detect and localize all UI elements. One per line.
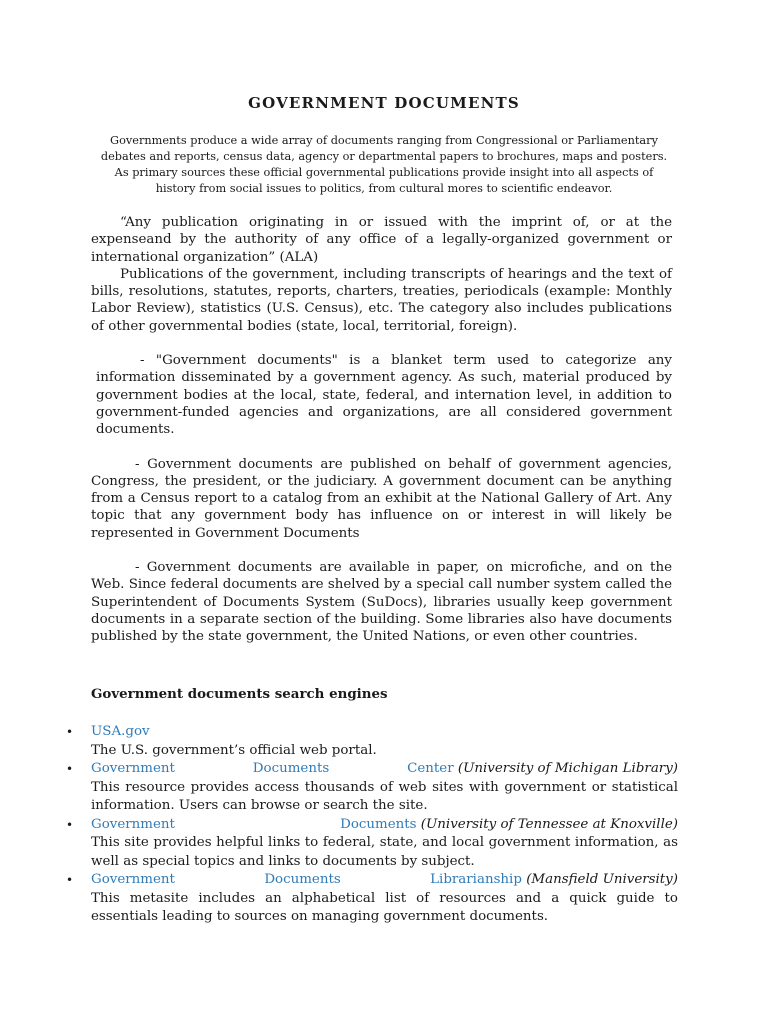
government-documents-center-link[interactable]: Center bbox=[407, 761, 454, 776]
ala-definition-quote: “Any publication originating in or issued with the imprint of, or at the expenseand by the authority of any office of a legally-organized government or international organization” (ALA) bbox=[91, 215, 672, 265]
government-documents-librarianship-link[interactable]: Documents bbox=[264, 872, 341, 887]
resource-headline bbox=[91, 723, 678, 742]
list-item bbox=[0, 871, 678, 927]
government-documents-librarianship-link[interactable]: Government bbox=[91, 872, 175, 887]
resource-description: The U.S. government’s official web portal. bbox=[91, 742, 377, 758]
resource-institution: (Mansfield University) bbox=[526, 872, 678, 887]
intro-paragraph: Governments produce a wide array of documents ranging from Congressional or Parliamentary debates and reports, census data, agency or departmental papers to brochures, maps and posters. As primary sources these official governmental publications provide insight into all aspects of history from social issues to politics, from cultural mores to scientific endeavor. bbox=[100, 134, 668, 195]
resource-headline bbox=[91, 871, 678, 890]
bullet-icon: • bbox=[66, 873, 74, 887]
search-engines-heading: Government documents search engines bbox=[91, 686, 388, 702]
resource-description: This site provides helpful links to federal, state, and local government information, as well as special topics and links to documents by subject. bbox=[91, 835, 678, 869]
bullet-icon: • bbox=[66, 725, 74, 739]
government-documents-librarianship-link[interactable]: Librarianship bbox=[430, 872, 522, 887]
government-documents-link[interactable]: Documents bbox=[340, 816, 417, 832]
resource-list bbox=[0, 723, 768, 927]
list-item bbox=[0, 760, 678, 816]
bullet-icon: • bbox=[66, 762, 74, 776]
list-item bbox=[0, 723, 678, 760]
published-on-behalf-paragraph: - Government documents are published on behalf of government agencies, Congress, the president, or the judiciary. A government document can be anything from a Census report to a catalog from an exhibit at the National Gallery of Art. Any topic that any government body has influence on or interest in will likely be represented in Government Documents bbox=[91, 456, 672, 541]
list-item bbox=[0, 816, 678, 872]
government-documents-link[interactable]: Government bbox=[91, 816, 175, 832]
body-text bbox=[91, 214, 672, 646]
resource-description: This resource provides access thousands of web sites with government or statistical information. Users can browse or search the site. bbox=[91, 779, 678, 813]
availability-paragraph: - Government documents are available in paper, on microfiche, and on the Web. Since federal documents are shelved by a special call number system called the Superintendent of Documents System (SuDocs), libraries usually keep government documents in a separate section of the building. Some libraries also have documents published by the state government, the United Nations, or even other countries. bbox=[91, 560, 672, 645]
resource-institution: (University of Michigan Library) bbox=[457, 761, 678, 776]
resource-institution: (University of Tennessee at Knoxville) bbox=[420, 816, 678, 832]
resource-description: This metasite includes an alphabetical list of resources and a quick guide to essentials leading to sources on managing government documents. bbox=[91, 890, 678, 924]
blanket-term-paragraph: - "Government documents" is a blanket term used to categorize any information disseminated by a government agency. As such, material produced by government bodies at the local, state, federal, and internation level, in addition to government-funded agencies and organizations, are all considered government documents. bbox=[96, 353, 672, 438]
page-title: GOVERNMENT DOCUMENTS bbox=[248, 94, 520, 112]
resource-headline bbox=[91, 816, 678, 835]
government-documents-center-link[interactable]: Documents bbox=[252, 761, 330, 776]
bullet-icon: • bbox=[66, 817, 74, 832]
usa-gov-link[interactable]: USA.gov bbox=[91, 724, 150, 739]
government-documents-center-link[interactable]: Government bbox=[91, 761, 175, 776]
resource-headline bbox=[91, 760, 678, 779]
publications-paragraph: Publications of the government, including transcripts of hearings and the text of bills, resolutions, statutes, reports, charters, treaties, periodicals (example: Monthly Labor Review), statistics (U.S. Census), etc. The category also includes publications of other governmental bodies (state, local, territorial, foreign). bbox=[91, 266, 672, 334]
